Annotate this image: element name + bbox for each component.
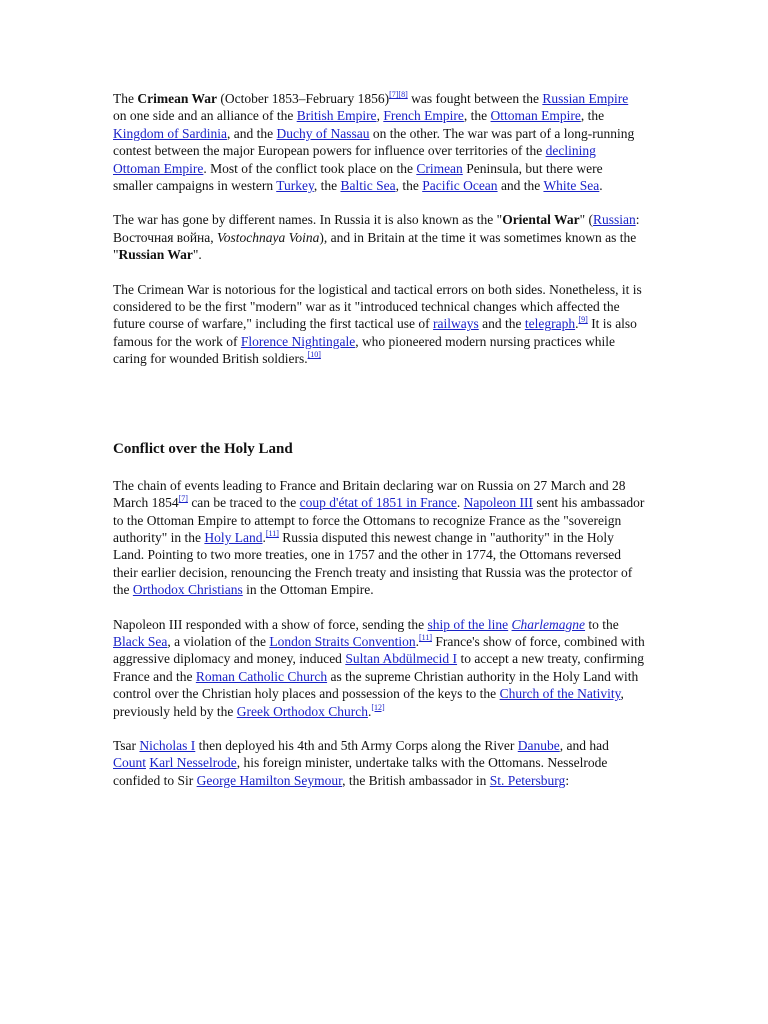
citation-link-12[interactable]: [12] (371, 702, 385, 712)
text: , (376, 108, 384, 124)
link-ottoman-empire[interactable]: Ottoman Empire (490, 108, 581, 124)
citation-link-11[interactable]: [11] (265, 528, 279, 538)
link-duchy-of-nassau[interactable]: Duchy of Nassau (276, 125, 370, 141)
text: , the British ambassador in (342, 772, 490, 788)
text: and the (478, 316, 525, 332)
text: , and had (559, 737, 609, 753)
link-roman-catholic-church[interactable]: Roman Catholic Church (195, 668, 328, 684)
text: : (565, 772, 570, 788)
link-russian-language[interactable]: Russian (592, 212, 636, 228)
link-church-of-the-nativity[interactable]: Church of the Nativity (499, 686, 621, 702)
link-black-sea[interactable]: Black Sea (113, 633, 168, 649)
bold-oriental-war: Oriental War (502, 212, 580, 228)
text: can be traced to the (187, 495, 300, 511)
article-body (113, 90, 645, 806)
text: , who pioneered modern nursing practices while caring for wounded British soldiers. (113, 333, 615, 367)
citation[interactable] (371, 703, 384, 712)
link-george-hamilton-seymour[interactable]: George Hamilton Seymour (196, 772, 343, 788)
show-of-force-paragraph (113, 616, 645, 720)
link-ship-of-the-line[interactable]: ship of the line (427, 616, 509, 632)
text: , the (313, 178, 341, 194)
link-napoleon-iii[interactable]: Napoleon III (463, 495, 534, 511)
link-nicholas-i[interactable]: Nicholas I (139, 737, 196, 753)
text: . (456, 495, 464, 511)
link-florence-nightingale[interactable]: Florence Nightingale (240, 333, 356, 349)
text: on the other. The war was part of a long-running contest between the major European powers for influence over territories of the (113, 125, 635, 159)
link-danube[interactable]: Danube (517, 737, 560, 753)
text: then deployed his 4th and 5th Army Corps along the River (195, 737, 518, 753)
italic-ship-name: Charlemagne (511, 616, 586, 632)
text: to accept a new treaty, confirming France and the (113, 651, 644, 684)
text: The (113, 91, 138, 106)
names-paragraph (113, 211, 645, 263)
text: , his foreign minister, undertake talks with the Ottomans. Nesselrode confided to Sir (113, 755, 608, 788)
citation-link-11[interactable]: [11] (418, 632, 432, 642)
link-crimean[interactable]: Crimean (416, 160, 463, 176)
text: ". (192, 247, 202, 263)
text: . (575, 316, 579, 332)
tsar-paragraph (113, 737, 645, 789)
text: (October 1853–February 1856) (217, 91, 390, 106)
link-karl-nesselrode[interactable]: Karl Nesselrode (149, 755, 237, 771)
link-holy-land[interactable]: Holy Land (204, 529, 263, 545)
text: , a violation of the (167, 633, 270, 649)
link-sultan-abdulmecid[interactable]: Sultan Abdülmecid I (345, 651, 458, 667)
text: , and the (227, 125, 277, 141)
italic-transliteration: Vostochnaya Voina (217, 229, 320, 245)
text: : Восточная война, (113, 212, 640, 245)
text: , previously held by the (113, 686, 624, 719)
text: and the (497, 178, 544, 194)
citation[interactable] (266, 529, 279, 538)
text: , the (395, 178, 423, 194)
bold-russian-war: Russian War (118, 247, 193, 263)
text: . Most of the conflict took place on the (203, 160, 417, 176)
article-subject-bold: Crimean War (137, 91, 217, 106)
link-pacific-ocean[interactable]: Pacific Ocean (422, 178, 498, 194)
link-coup-detat-1851[interactable]: coup d'état of 1851 in France (299, 495, 457, 511)
citation[interactable] (179, 494, 188, 503)
link-declining-ottoman-empire[interactable]: declining Ottoman Empire (113, 143, 596, 176)
link-count[interactable]: Count (113, 755, 147, 771)
text: . (262, 529, 266, 545)
citation-link-10[interactable]: [10] (307, 350, 321, 360)
text: " ( (579, 212, 593, 228)
text: was fought between the (407, 91, 543, 106)
text: sent his ambassador to the Ottoman Empire to attempt to force the Ottomans to recognize France as the "sovereign authority" in the (113, 495, 645, 545)
text: The war has gone by different names. In Russia it is also known as the " (113, 212, 503, 228)
text: . (415, 633, 419, 649)
text: in the Ottoman Empire. (242, 582, 374, 598)
text: to the (585, 616, 619, 632)
notoriety-paragraph (113, 281, 645, 368)
text: . (367, 703, 372, 719)
holy-land-paragraph (113, 477, 645, 599)
citation-link-9[interactable]: [9] (578, 315, 588, 325)
link-greek-orthodox-church[interactable]: Greek Orthodox Church (236, 703, 368, 719)
text: , the (580, 108, 605, 124)
text: Tsar (113, 737, 140, 753)
section-spacer (113, 385, 645, 439)
link-baltic-sea[interactable]: Baltic Sea (340, 178, 396, 194)
text: The chain of events leading to France and Britain declaring war on Russia on 27 March and 28 March 1854 (113, 477, 626, 511)
link-turkey[interactable]: Turkey (276, 178, 314, 194)
text: Napoleon III responded with a show of force, sending the (113, 616, 428, 632)
link-telegraph[interactable]: telegraph (524, 316, 576, 332)
citation[interactable] (578, 315, 587, 324)
citation-link-7[interactable]: [7] (178, 494, 188, 504)
citation-link-7-8[interactable]: [7][8] (389, 90, 408, 99)
section-heading: Conflict over the Holy Land (113, 440, 293, 457)
link-railways[interactable]: railways (433, 316, 479, 332)
intro-paragraph (113, 90, 645, 194)
citation[interactable] (308, 350, 321, 359)
text: , the (463, 108, 491, 124)
link-british-empire[interactable]: British Empire (296, 108, 377, 124)
link-orthodox-christians[interactable]: Orthodox Christians (132, 582, 243, 598)
link-kingdom-of-sardinia[interactable]: Kingdom of Sardinia (113, 125, 227, 141)
text: ), and in Britain at the time it was sometimes known as the " (113, 229, 637, 263)
text: The Crimean War is notorious for the logistical and tactical errors on both sides. Nonetheless, it is considered to be the first "modern" war as it "introduced technical changes which affected the future course of warfare," including the first tactical use of (113, 281, 642, 332)
link-russian-empire[interactable]: Russian Empire (542, 91, 629, 106)
link-charlemagne[interactable] (512, 617, 586, 632)
text: It is also famous for the work of (113, 316, 637, 349)
text: France's show of force, combined with aggressive diplomacy and money, induced (113, 633, 645, 667)
citation[interactable] (389, 90, 408, 99)
text: Russia disputed this newest change in "authority" in the Holy Land. Pointing to two more treaties, one in 1757 and the other in 1774, the Ottomans reversed their earlier decision, renouncing the French treaty and insisting that Russia was the protector of the (113, 529, 633, 598)
text: Peninsula, but there were smaller campaigns in western (113, 160, 603, 194)
link-white-sea[interactable]: White Sea (543, 178, 600, 194)
text: as the supreme Christian authority in the Holy Land with control over the Christian holy places and possession of the keys to the (113, 668, 639, 702)
citation[interactable] (419, 633, 432, 642)
text: . (599, 178, 603, 194)
link-st-petersburg[interactable]: St. Petersburg (489, 772, 566, 788)
text: on one side and an alliance of the (113, 108, 297, 124)
link-french-empire[interactable]: French Empire (383, 108, 464, 124)
link-london-straits-convention[interactable]: London Straits Convention (269, 633, 416, 649)
